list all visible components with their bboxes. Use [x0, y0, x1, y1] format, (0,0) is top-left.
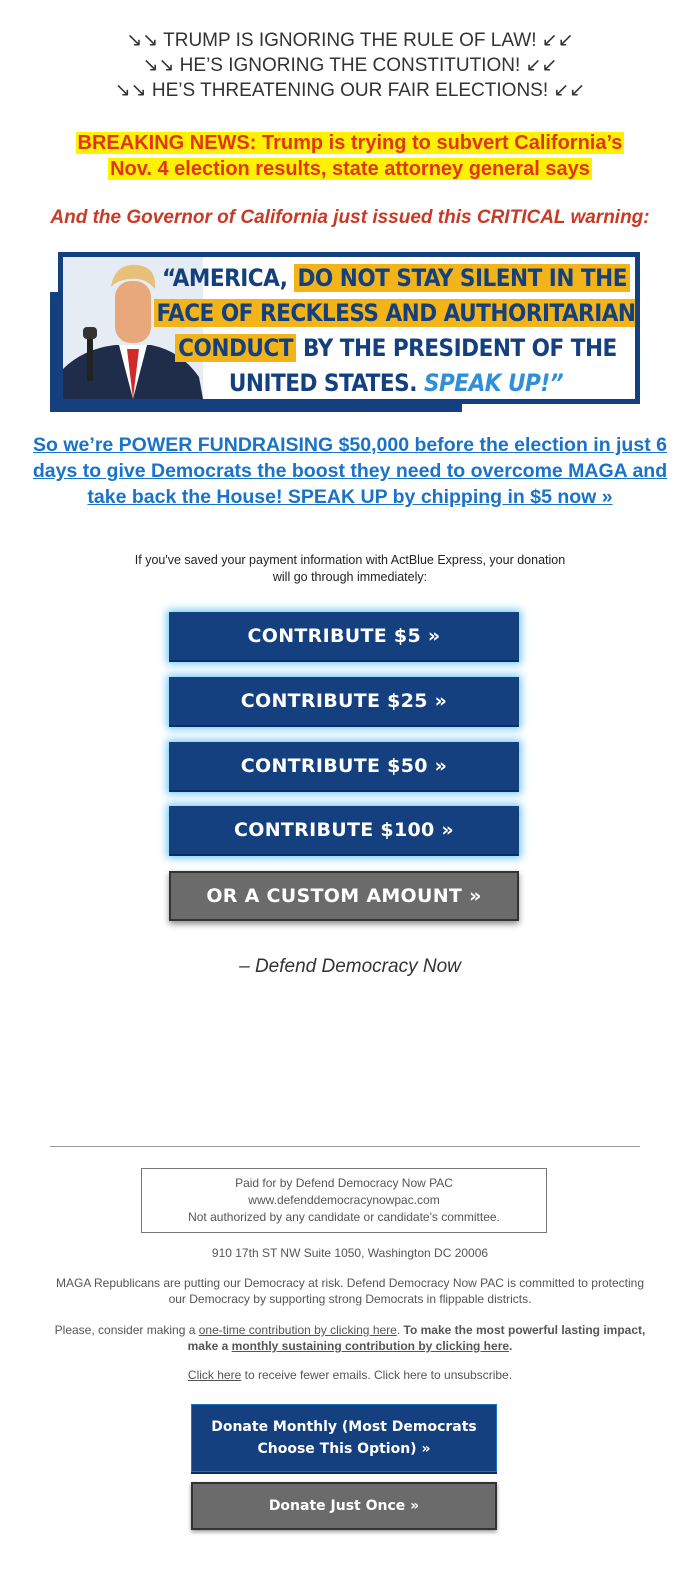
breaking-text: Nov. 4 election results, state attorney general says: [110, 158, 590, 180]
donate-once-button[interactable]: Donate Just Once »: [191, 1482, 497, 1530]
quote-text: “AMERICA,: [162, 264, 288, 292]
header-line: ↘↘ HE’S IGNORING THE CONSTITUTION! ↙↙: [142, 55, 558, 76]
donate-monthly-label: Donate Monthly (Most Democrats: [211, 1419, 477, 1435]
disclaimer-line: Not authorized by any candidate or candidate's committee.: [188, 1210, 500, 1224]
express-note-line: will go through immediately:: [272, 570, 428, 584]
breaking-label: BREAKING NEWS:: [77, 132, 257, 154]
consider-text: .: [396, 1323, 404, 1337]
quote-speak-up: SPEAK UP!”: [423, 369, 564, 397]
breaking-news: [0, 130, 700, 182]
header-line: ↘↘ HE’S THREATENING OUR FAIR ELECTIONS! ↙↙: [114, 80, 586, 101]
disclaimer-line: Paid for by Defend Democracy Now PAC: [235, 1176, 453, 1190]
breaking-text: Trump is trying to subvert California’s: [256, 132, 623, 154]
quote-text: BY THE PRESIDENT OF THE: [303, 334, 617, 362]
consider-bold-text: To make the most powerful lasting impact, make a: [187, 1323, 646, 1353]
donate-monthly-label: Choose This Option) »: [257, 1441, 431, 1457]
mission-statement: MAGA Republicans are putting our Democracy at risk. Defend Democracy Now PAC is committed to protecting our Democracy by supporting strong Democrats in flippable districts.: [55, 1276, 644, 1306]
consider-text: Please, consider making a: [54, 1323, 199, 1337]
unsubscribe-text: to receive fewer emails. Click here to unsubscribe.: [241, 1368, 513, 1382]
quote-highlight: CONDUCT: [175, 334, 296, 362]
banner-frame: [58, 252, 640, 404]
contribute-5-button[interactable]: CONTRIBUTE $5 »: [169, 612, 519, 662]
actblue-express-note: [0, 552, 700, 586]
disclaimer-line: www.defenddemocracynowpac.com: [248, 1193, 440, 1207]
signature: – Defend Democracy Now: [239, 956, 461, 977]
contribution-options: [50, 1322, 650, 1354]
address: 910 17th ST NW Suite 1050, Washington DC 20006: [211, 1246, 489, 1260]
quote-text: UNITED STATES.: [228, 369, 417, 397]
quote-highlight: FACE OF RECKLESS AND AUTHORITARIAN: [154, 299, 636, 327]
fundraising-link[interactable]: So we’re POWER FUNDRAISING $50,000 before the election in just 6 days to give Democrats the boost they need to overcome MAGA and take back the House! SPEAK UP by chipping in $5 now »: [32, 434, 668, 508]
donate-monthly-button[interactable]: [191, 1404, 497, 1474]
monthly-contribution-link[interactable]: monthly sustaining contribution by clicking here: [231, 1339, 510, 1353]
email-preferences: [50, 1367, 650, 1383]
contribute-25-button[interactable]: CONTRIBUTE $25 »: [169, 677, 519, 727]
footer-divider: [50, 1146, 640, 1147]
fewer-emails-link[interactable]: Click here: [187, 1368, 242, 1382]
custom-amount-button[interactable]: OR A CUSTOM AMOUNT »: [169, 871, 519, 921]
header-alerts: [0, 28, 700, 103]
quote-highlight: DO NOT STAY SILENT IN THE: [294, 264, 630, 292]
consider-text: .: [509, 1339, 513, 1353]
governor-warning: And the Governor of California just issued this CRITICAL warning:: [50, 207, 650, 228]
contribute-50-button[interactable]: CONTRIBUTE $50 »: [169, 742, 519, 792]
header-line: ↘↘ TRUMP IS IGNORING THE RULE OF LAW! ↙↙: [126, 30, 574, 51]
one-time-contribution-link[interactable]: one-time contribution by clicking here: [198, 1323, 397, 1337]
contribute-100-button[interactable]: CONTRIBUTE $100 »: [169, 806, 519, 856]
express-note-line: If you've saved your payment information with ActBlue Express, your donation: [134, 553, 566, 567]
banner-quote: [151, 261, 635, 399]
paid-for-disclaimer: [141, 1168, 547, 1233]
quote-banner: [50, 252, 640, 412]
